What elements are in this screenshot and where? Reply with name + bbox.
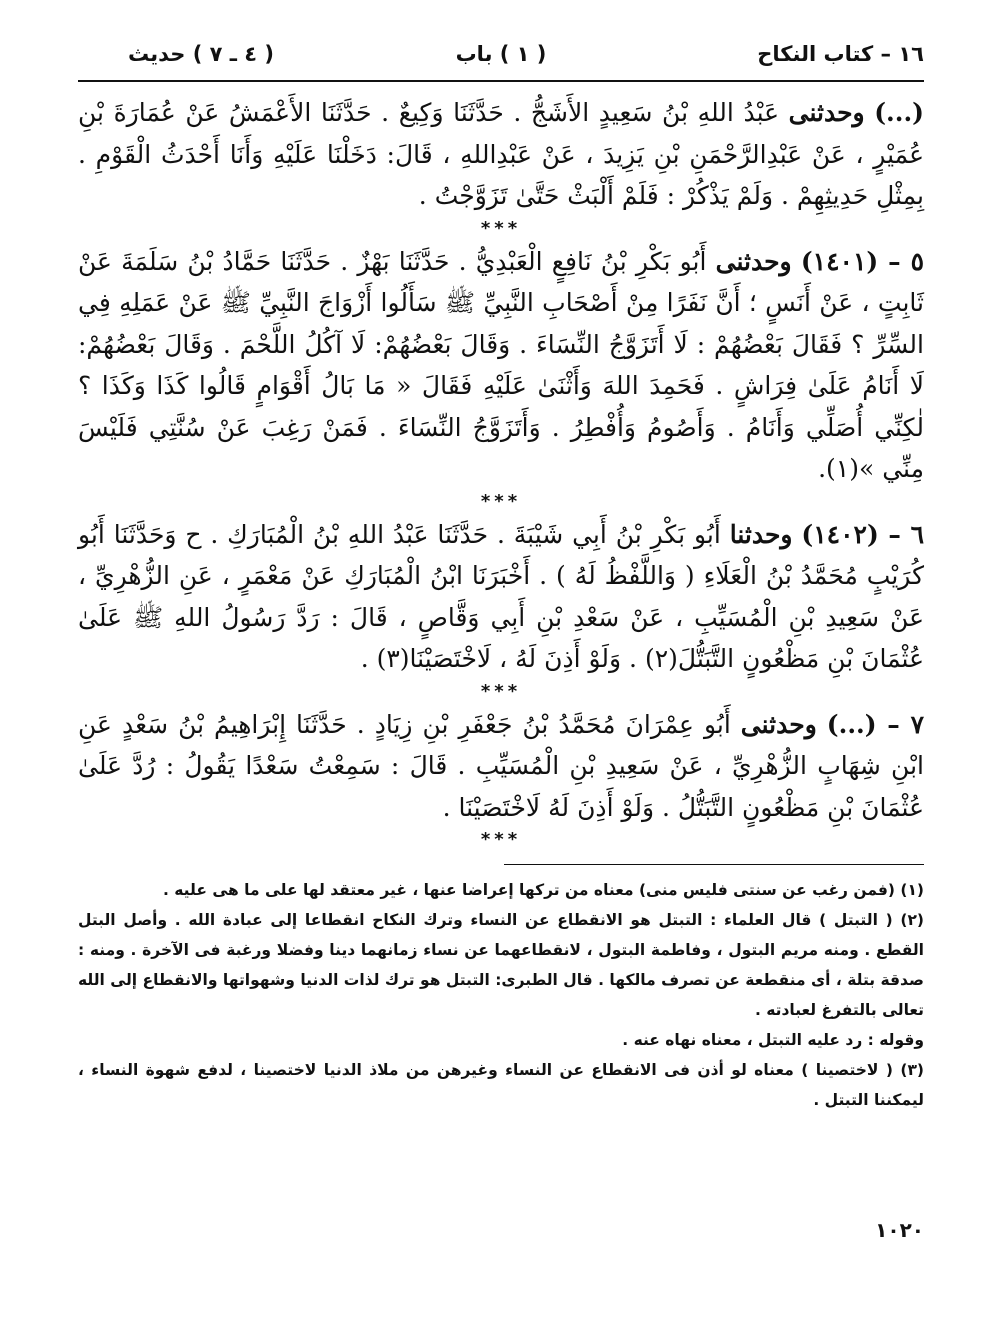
hadith-number: ٥ – (١٤٠١) xyxy=(800,246,924,276)
page-number: ١٠٢٠ xyxy=(875,1218,924,1242)
hadith-text: أَبُو بَكْرِ بْنُ أَبِي شَيْبَةَ . حَدَّثَنَا عَبْدُ اللهِ بْنُ الْمُبَارَكِ . ح وَحَدَّثَنَا أَبُو كُرَيْبٍ مُحَمَّدُ بْنُ الْعَلَاءِ ( وَاللَّفْظُ لَهُ ) . أَخْبَرَنَا ابْنُ الْمُبَارَكِ عَنْ مَعْمَرٍ ، عَنِ الزُّهْرِيِّ ، عَنْ سَعِيدِ بْنِ الْمُسَيِّبِ ، عَنْ سَعْدِ بْنِ أَبِي وَقَّاصٍ ، قَالَ : رَدَّ رَسُولُ اللهِ ﷺ عَلَىٰ عُثْمَانَ بْنِ مَظْعُونٍ التَّبَتُّلَ(٢) . وَلَوْ أَذِنَ لَهُ ، لَاخْتَصَيْنَا(٣) . xyxy=(78,519,924,673)
footnote: (٣) ( لاختصينا ) معناه لو أذن فى الانقطاع عن النساء وغيرهن من ملاذ الدنيا لاختصينا ، لدفع شهوة النساء ، ليمكننا التبتل . xyxy=(78,1061,924,1109)
separator-stars: *** xyxy=(480,490,522,512)
book-title: ١٦ – كتاب النكاح xyxy=(757,42,924,66)
hadith-range: ( ٤ ـ ٧ ) حديث xyxy=(128,42,274,66)
chapter-label: ( ١ ) باب xyxy=(455,42,547,66)
footnote: (٢) ( التبتل ) قال العلماء : التبتل هو الانقطاع عن النساء وترك النكاح انقطاعا إلى عبادة الله . وأصل البتل القطع . ومنه مريم البتول ، وفاطمة البتول ، لانقطاعهما عن نساء زمانهما دينا وفضلا ورغبة فى الآخرة . ومنه : صدقة بتلة ، أى منقطعة عن تصرف مالكها . قال الطبرى: التبتل هو ترك لذات الدنيا وشهواتها والانقطاع إلى الله تعالى بالتفرغ لعبادته . xyxy=(78,911,924,1019)
hadith-paragraph xyxy=(78,704,924,829)
hadith-text: عَبْدُ اللهِ بْنُ سَعِيدٍ الأَشَجُّ . حَدَّثَنَا وَكِيعٌ . حَدَّثَنَا الأَعْمَشُ عَنْ عُمَارَةَ بْنِ عُمَيْرٍ ، عَنْ عَبْدِالرَّحْمَنِ بْنِ يَزِيدَ ، عَنْ عَبْدِاللهِ ، قَالَ: دَخَلْنَا عَلَيْهِ وَأَنَا أَحْدَثُ الْقَوْمِ . بِمِثْلِ حَدِيثِهِمْ . وَلَمْ يَذْكُرْ : فَلَمْ أَلْبَثْ حَتَّىٰ تَزَوَّجْتُ . xyxy=(78,98,924,210)
hadith-paragraph xyxy=(78,514,924,680)
hadith-paragraph xyxy=(78,241,924,490)
separator-stars: *** xyxy=(480,217,522,239)
hadith-lead-word: وحدثنا xyxy=(729,519,793,549)
hadith-text: أَبُو بَكْرِ بْنُ نَافِعٍ الْعَبْدِيُّ . حَدَّثَنَا بَهْزٌ . حَدَّثَنَا حَمَّادُ بْنُ سَلَمَةَ عَنْ ثَابِتٍ ، عَنْ أَنَسٍ ؛ أَنَّ نَفَرًا مِنْ أَصْحَابِ النَّبِيِّ ﷺ سَأَلُوا أَزْوَاجَ النَّبِيِّ ﷺ عَنْ عَمَلِهِ فِي السِّرِّ ؟ فَقَالَ بَعْضُهُمْ : لَا أَتَزَوَّجُ النِّسَاءَ . وَقَالَ بَعْضُهُمْ: لَا آكُلُ اللَّحْمَ . وَقَالَ بَعْضُهُمْ: لَا أَنَامُ عَلَىٰ فِرَاشٍ . فَحَمِدَ اللهَ وَأَثْنَىٰ عَلَيْهِ فَقَالَ « مَا بَالُ أَقْوَامٍ قَالُوا كَذَا وَكَذَا ؟ لٰكِنِّي أُصَلِّي وَأَنَامُ . وَأَصُومُ وَأُفْطِرُ . وَأَتَزَوَّجُ النِّسَاءَ . فَمَنْ رَغِبَ عَنْ سُنَّتِي فَلَيْسَ مِنِّي »(١). xyxy=(78,246,924,483)
hadith-lead-word: وحدثنى xyxy=(715,246,792,276)
footnotes xyxy=(78,865,924,1115)
footnote: وقوله : رد عليه التبتل ، معناه نهاه عنه . xyxy=(622,1031,924,1049)
page-header xyxy=(78,36,924,82)
hadith-text: أَبُو عِمْرَانَ مُحَمَّدُ بْنُ جَعْفَرِ بْنِ زِيَادٍ . حَدَّثَنَا إِبْرَاهِيمُ بْنُ سَعْدٍ عَنِ ابْنِ شِهَابٍ الزُّهْرِيِّ ، عَنْ سَعِيدِ بْنِ الْمُسَيِّبِ . قَالَ : سَمِعْتُ سَعْدًا يَقُولُ : رُدَّ عَلَىٰ عُثْمَانَ بْنِ مَظْعُونٍ التَّبَتُّلُ . وَلَوْ أَذِنَ لَهُ لَاخْتَصَيْنَا . xyxy=(78,709,924,822)
hadith-number: ٧ – (...) xyxy=(826,709,924,739)
footnote: (١) (فمن رغب عن سنتى فليس منى) معناه من تركها إعراضا عنها ، غير معتقد لها على ما هى عليه . xyxy=(163,881,924,899)
hadith-number: ٦ – (١٤٠٢) xyxy=(801,519,924,549)
separator-stars: *** xyxy=(480,680,522,702)
hadith-lead-word: وحدثنى xyxy=(740,709,817,739)
book-page xyxy=(78,36,924,1296)
hadith-paragraph xyxy=(78,92,924,217)
hadith-number: (...) xyxy=(874,98,924,127)
separator-stars: *** xyxy=(480,829,522,850)
hadith-lead-word: وحدثنى xyxy=(788,98,865,127)
page-body xyxy=(78,82,924,1115)
